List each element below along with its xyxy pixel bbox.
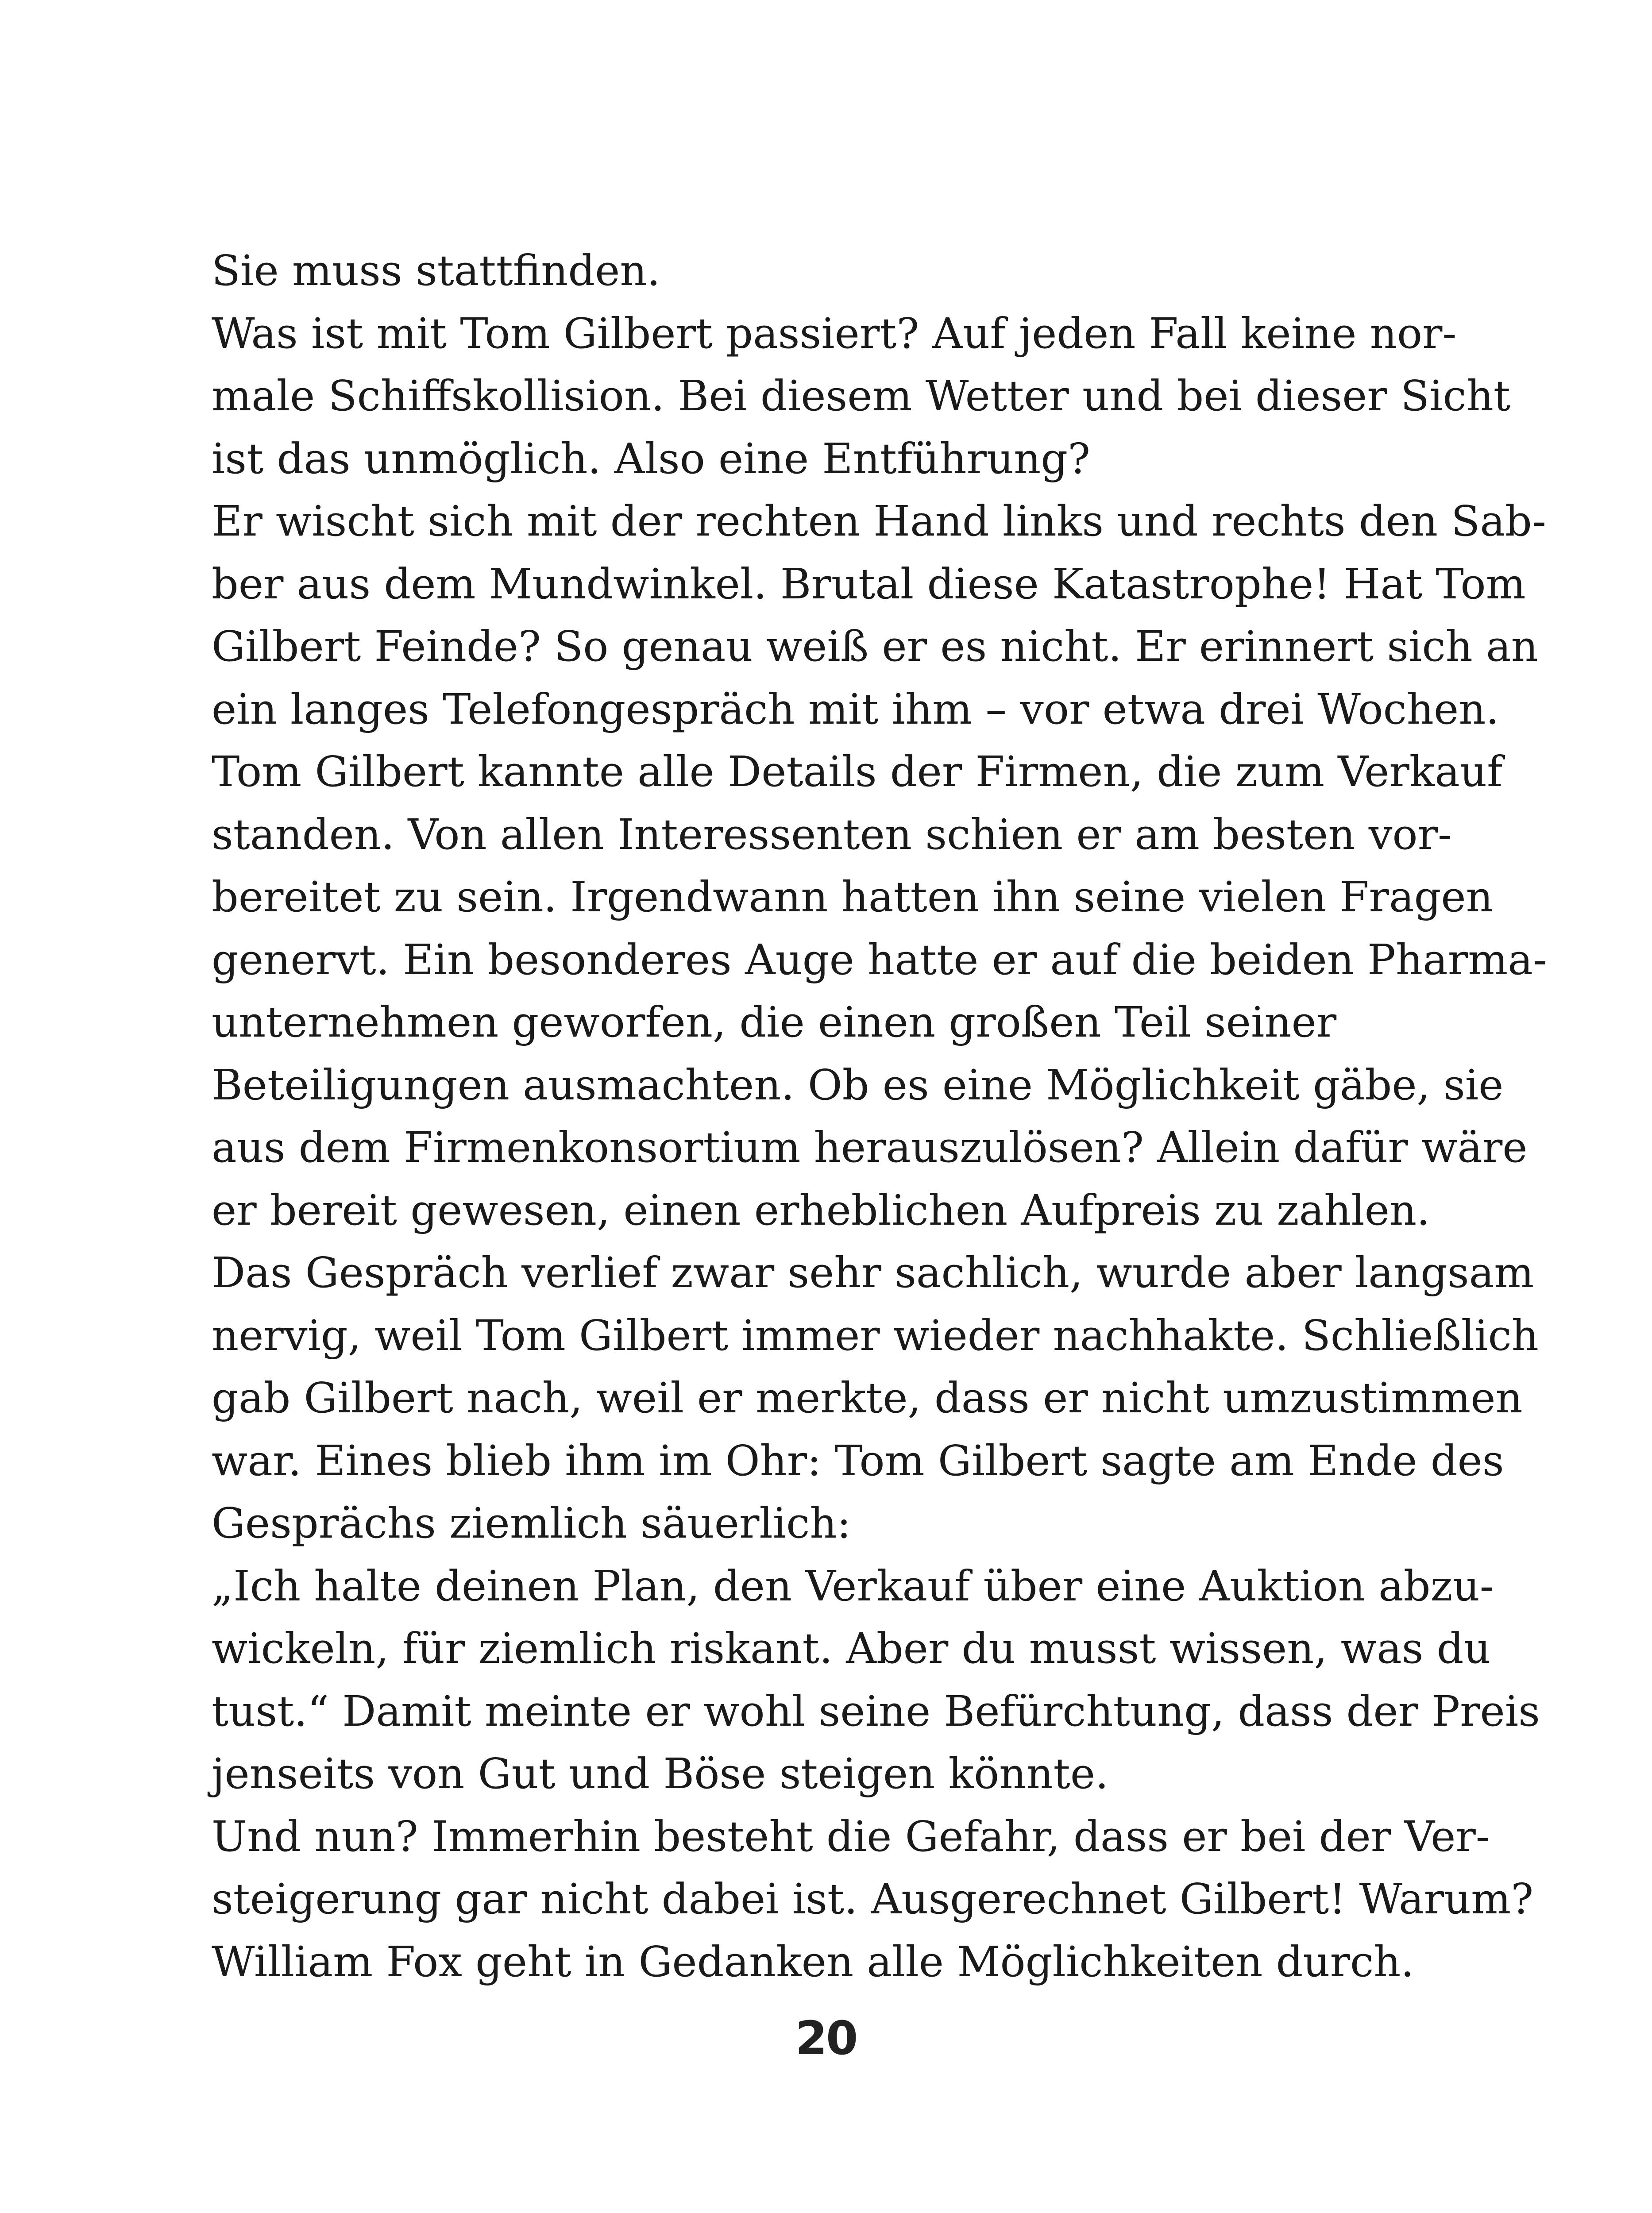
text-line: male Schiffskollision. Bei diesem Wetter und bei dieser Sicht <box>212 372 1511 420</box>
text-line: unternehmen geworfen, die einen großen Teil seiner <box>212 998 1337 1047</box>
text-line: Und nun? Immerhin besteht die Gefahr, dass er bei der Ver- <box>212 1812 1490 1861</box>
text-line: Beteiligungen ausmachten. Ob es eine Möglichkeit gäbe, sie <box>212 1060 1504 1110</box>
text-line: Sie muss stattfinden. <box>212 247 660 295</box>
text-line: Er wischt sich mit der rechten Hand links und rechts den Sab- <box>212 497 1546 546</box>
text-line: Tom Gilbert kannte alle Details der Firmen, die zum Verkauf <box>212 748 1503 796</box>
text-line: steigerung gar nicht dabei ist. Ausgerechnet Gilbert! Warum? <box>212 1875 1534 1924</box>
text-line: gab Gilbert nach, weil er merkte, dass er nicht umzustimmen <box>212 1374 1523 1423</box>
text-line: Was ist mit Tom Gilbert passiert? Auf jeden Fall keine nor- <box>212 309 1457 358</box>
body-text <box>212 240 1548 1993</box>
text-line: William Fox geht in Gedanken alle Möglichkeiten durch. <box>212 1937 1414 1986</box>
text-line: genervt. Ein besonderes Auge hatte er auf die beiden Pharma- <box>212 935 1548 984</box>
text-line: „Ich halte deinen Plan, den Verkauf über eine Auktion abzu- <box>212 1561 1494 1611</box>
text-line: Gilbert Feinde? So genau weiß er es nicht. Er erinnert sich an <box>212 622 1538 671</box>
text-line: ein langes Telefongespräch mit ihm – vor etwa drei Wochen. <box>212 685 1499 734</box>
text-line: ist das unmöglich. Also eine Entführung? <box>212 434 1091 483</box>
text-line: war. Eines blieb ihm im Ohr: Tom Gilbert sagte am Ende des <box>212 1436 1504 1485</box>
text-line: wickeln, für ziemlich riskant. Aber du musst wissen, was du <box>212 1624 1491 1673</box>
text-line: aus dem Firmenkonsortium herauszulösen? Allein dafür wäre <box>212 1123 1528 1172</box>
text-line: Gesprächs ziemlich säuerlich: <box>212 1499 851 1548</box>
text-line: standen. Von allen Interessenten schien er am besten vor- <box>212 810 1452 859</box>
text-line: bereitet zu sein. Irgendwann hatten ihn seine vielen Fragen <box>212 873 1493 921</box>
page-number: 20 <box>795 2011 857 2065</box>
text-line: Das Gespräch verlief zwar sehr sachlich, wurde aber langsam <box>212 1249 1534 1297</box>
text-line: jenseits von Gut und Böse steigen könnte. <box>212 1750 1109 1798</box>
text-line: nervig, weil Tom Gilbert immer wieder nachhakte. Schließlich <box>212 1311 1539 1360</box>
text-line: er bereit gewesen, einen erheblichen Aufpreis zu zahlen. <box>212 1186 1430 1235</box>
text-line: ber aus dem Mundwinkel. Brutal diese Katastrophe! Hat Tom <box>212 559 1526 609</box>
text-line: tust.“ Damit meinte er wohl seine Befürchtung, dass der Preis <box>212 1687 1540 1736</box>
